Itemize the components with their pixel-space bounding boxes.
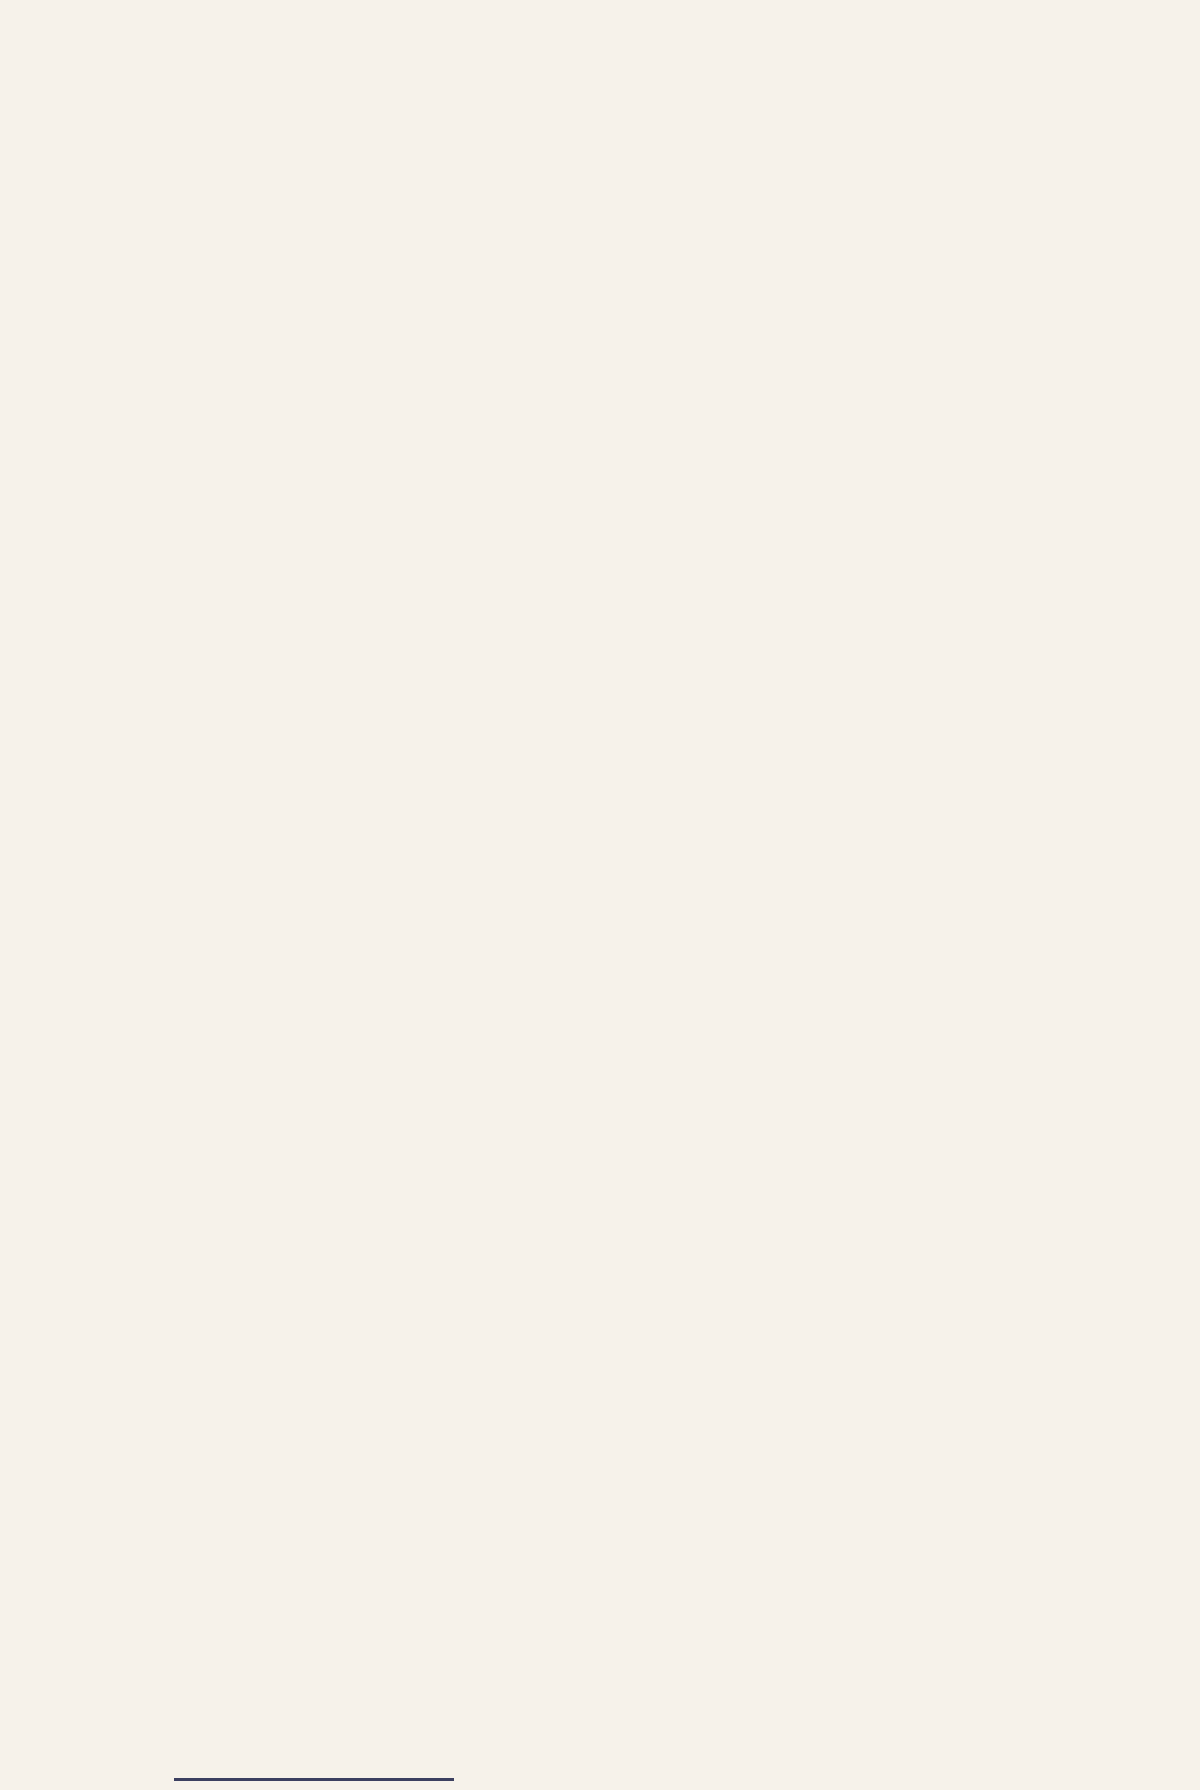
bottom-rule — [174, 1778, 454, 1781]
